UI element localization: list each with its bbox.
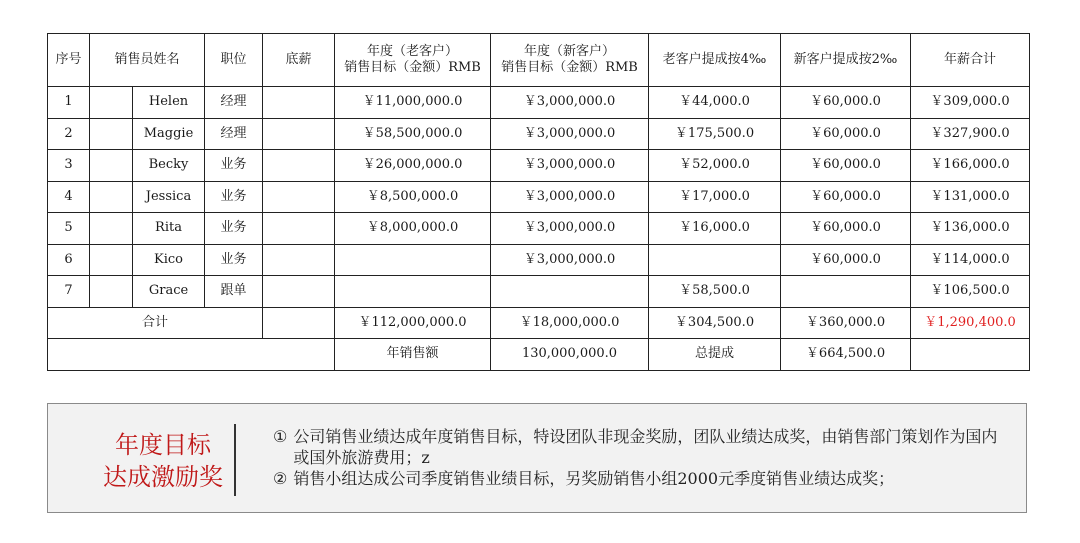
cell-old-commission: ￥16,000.0 bbox=[649, 213, 781, 245]
cell-base bbox=[263, 276, 335, 308]
cell-name: Kico bbox=[133, 244, 205, 276]
totals-old-commission: ￥304,500.0 bbox=[649, 307, 781, 339]
cell-position: 业务 bbox=[205, 244, 263, 276]
summary-commission-value: ￥664,500.0 bbox=[781, 339, 911, 371]
cell-name: Jessica bbox=[133, 181, 205, 213]
cell-seq: 2 bbox=[48, 118, 90, 150]
cell-old-commission: ￥175,500.0 bbox=[649, 118, 781, 150]
cell-base bbox=[263, 213, 335, 245]
cell-name: Maggie bbox=[133, 118, 205, 150]
cell-new-target: ￥3,000,000.0 bbox=[491, 118, 649, 150]
cell-seq: 5 bbox=[48, 213, 90, 245]
cell-new-commission: ￥60,000.0 bbox=[781, 118, 911, 150]
table-row bbox=[48, 87, 1030, 119]
cell-base bbox=[263, 307, 335, 339]
table-row bbox=[48, 213, 1030, 245]
summary-empty bbox=[911, 339, 1030, 371]
cell-old-target bbox=[335, 244, 491, 276]
cell-name: Becky bbox=[133, 150, 205, 182]
incentive-item bbox=[273, 468, 1013, 489]
header-old-target bbox=[335, 34, 491, 87]
table-row bbox=[48, 150, 1030, 182]
incentive-title-line1: 年度目标 bbox=[115, 431, 211, 459]
cell-position: 业务 bbox=[205, 181, 263, 213]
table-row bbox=[48, 118, 1030, 150]
cell-new-target: ￥3,000,000.0 bbox=[491, 181, 649, 213]
cell-blank bbox=[90, 118, 133, 150]
header-old-commission: 老客户提成按4‰ bbox=[649, 34, 781, 87]
cell-position: 经理 bbox=[205, 87, 263, 119]
cell-old-target: ￥8,000,000.0 bbox=[335, 213, 491, 245]
cell-new-commission: ￥60,000.0 bbox=[781, 150, 911, 182]
header-row bbox=[48, 34, 1030, 87]
sales-salary-table bbox=[47, 33, 1030, 371]
cell-new-target: ￥3,000,000.0 bbox=[491, 150, 649, 182]
cell-annual-total: ￥309,000.0 bbox=[911, 87, 1030, 119]
cell-new-target bbox=[491, 276, 649, 308]
cell-old-commission: ￥44,000.0 bbox=[649, 87, 781, 119]
cell-annual-total: ￥166,000.0 bbox=[911, 150, 1030, 182]
cell-annual-total: ￥131,000.0 bbox=[911, 181, 1030, 213]
incentive-item-number: ② bbox=[273, 469, 288, 488]
header-name: 销售员姓名 bbox=[90, 34, 205, 87]
cell-seq: 7 bbox=[48, 276, 90, 308]
cell-annual-total: ￥136,000.0 bbox=[911, 213, 1030, 245]
cell-blank bbox=[90, 213, 133, 245]
incentive-title-line2: 达成激励奖 bbox=[103, 463, 223, 491]
summary-sales-label: 年销售额 bbox=[335, 339, 491, 371]
incentive-title bbox=[88, 429, 238, 493]
totals-new-commission: ￥360,000.0 bbox=[781, 307, 911, 339]
totals-annual-total: ￥1,290,400.0 bbox=[911, 307, 1030, 339]
cell-annual-total: ￥114,000.0 bbox=[911, 244, 1030, 276]
cell-name: Rita bbox=[133, 213, 205, 245]
cell-new-commission: ￥60,000.0 bbox=[781, 213, 911, 245]
incentive-body bbox=[273, 426, 1013, 489]
header-old-target-line2: 销售目标（金额）RMB bbox=[344, 60, 481, 75]
cell-position: 跟单 bbox=[205, 276, 263, 308]
cell-position: 业务 bbox=[205, 150, 263, 182]
summary-blank bbox=[48, 339, 335, 371]
incentive-divider bbox=[234, 424, 236, 496]
totals-old-target: ￥112,000,000.0 bbox=[335, 307, 491, 339]
totals-row bbox=[48, 307, 1030, 339]
incentive-item bbox=[273, 426, 1013, 468]
header-new-target-line1: 年度（新客户） bbox=[524, 44, 616, 59]
cell-old-target: ￥26,000,000.0 bbox=[335, 150, 491, 182]
cell-seq: 3 bbox=[48, 150, 90, 182]
cell-old-target: ￥8,500,000.0 bbox=[335, 181, 491, 213]
header-new-target-line2: 销售目标（金额）RMB bbox=[501, 60, 638, 75]
summary-commission-label: 总提成 bbox=[649, 339, 781, 371]
header-seq: 序号 bbox=[48, 34, 90, 87]
cell-annual-total: ￥327,900.0 bbox=[911, 118, 1030, 150]
cell-seq: 4 bbox=[48, 181, 90, 213]
cell-new-commission: ￥60,000.0 bbox=[781, 181, 911, 213]
cell-blank bbox=[90, 150, 133, 182]
summary-sales-value: 130,000,000.0 bbox=[491, 339, 649, 371]
cell-blank bbox=[90, 276, 133, 308]
cell-old-target bbox=[335, 276, 491, 308]
header-new-target bbox=[491, 34, 649, 87]
cell-new-commission bbox=[781, 276, 911, 308]
cell-new-target: ￥3,000,000.0 bbox=[491, 213, 649, 245]
header-position: 职位 bbox=[205, 34, 263, 87]
header-base: 底薪 bbox=[263, 34, 335, 87]
cell-base bbox=[263, 150, 335, 182]
cell-new-commission: ￥60,000.0 bbox=[781, 87, 911, 119]
incentive-panel bbox=[47, 403, 1027, 513]
cell-blank bbox=[90, 244, 133, 276]
summary-row bbox=[48, 339, 1030, 371]
cell-old-commission bbox=[649, 244, 781, 276]
cell-new-commission: ￥60,000.0 bbox=[781, 244, 911, 276]
cell-name: Helen bbox=[133, 87, 205, 119]
cell-base bbox=[263, 244, 335, 276]
cell-base bbox=[263, 87, 335, 119]
cell-base bbox=[263, 181, 335, 213]
cell-old-target: ￥58,500,000.0 bbox=[335, 118, 491, 150]
cell-new-target: ￥3,000,000.0 bbox=[491, 87, 649, 119]
cell-old-commission: ￥52,000.0 bbox=[649, 150, 781, 182]
cell-blank bbox=[90, 87, 133, 119]
table-row bbox=[48, 276, 1030, 308]
cell-seq: 6 bbox=[48, 244, 90, 276]
header-annual-total: 年薪合计 bbox=[911, 34, 1030, 87]
cell-position: 经理 bbox=[205, 118, 263, 150]
cell-old-commission: ￥17,000.0 bbox=[649, 181, 781, 213]
cell-annual-total: ￥106,500.0 bbox=[911, 276, 1030, 308]
table-row bbox=[48, 244, 1030, 276]
cell-position: 业务 bbox=[205, 213, 263, 245]
incentive-item-text: 销售小组达成公司季度销售业绩目标，另奖励销售小组2000元季度销售业绩达成奖； bbox=[293, 469, 895, 488]
cell-new-target: ￥3,000,000.0 bbox=[491, 244, 649, 276]
cell-name: Grace bbox=[133, 276, 205, 308]
cell-seq: 1 bbox=[48, 87, 90, 119]
incentive-item-text: 公司销售业绩达成年度销售目标，特设团队非现金奖励，团队业绩达成奖，由销售部门策划作为国内或国外旅游费用；z bbox=[293, 427, 998, 467]
cell-old-target: ￥11,000,000.0 bbox=[335, 87, 491, 119]
totals-new-target: ￥18,000,000.0 bbox=[491, 307, 649, 339]
header-old-target-line1: 年度（老客户） bbox=[367, 44, 459, 59]
cell-old-commission: ￥58,500.0 bbox=[649, 276, 781, 308]
totals-label: 合计 bbox=[48, 307, 263, 339]
incentive-item-number: ① bbox=[273, 427, 288, 446]
cell-base bbox=[263, 118, 335, 150]
table-row bbox=[48, 181, 1030, 213]
header-new-commission: 新客户提成按2‰ bbox=[781, 34, 911, 87]
cell-blank bbox=[90, 181, 133, 213]
